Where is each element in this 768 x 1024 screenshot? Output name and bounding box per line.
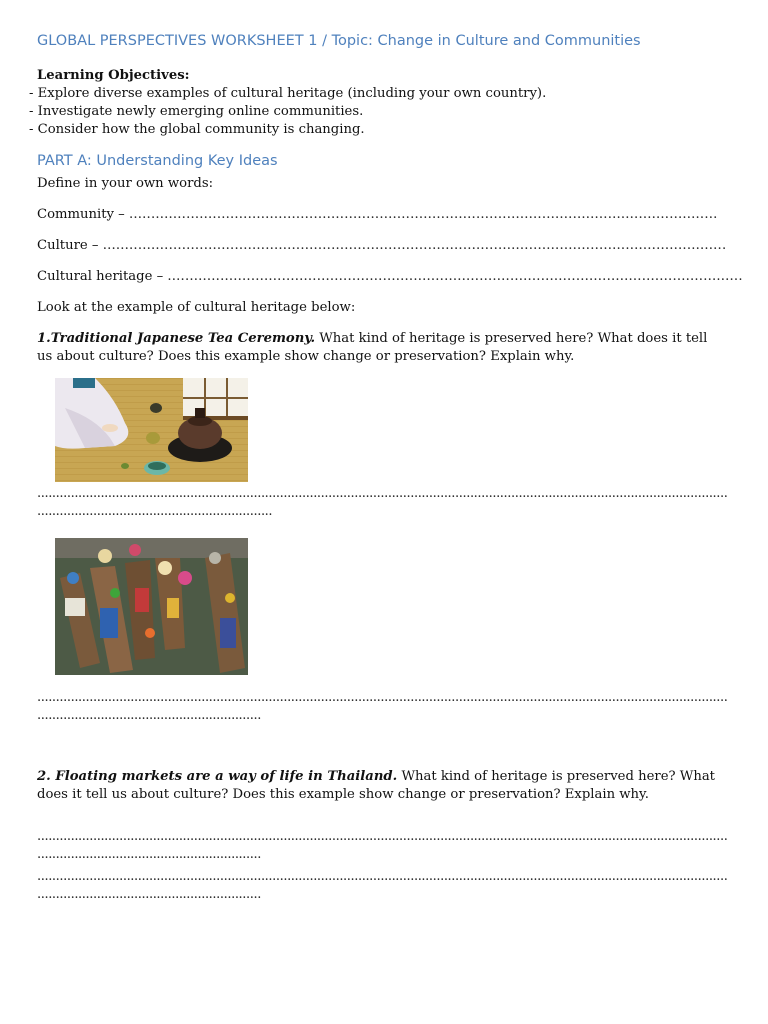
objective-item: - Consider how the global community is changing.	[29, 122, 365, 137]
objective-item: - Investigate newly emerging online communities.	[29, 104, 364, 119]
definition-cultural-heritage	[37, 268, 743, 286]
look-instruction: Look at the example of cultural heritage below:	[37, 300, 356, 315]
floating-market-photo	[55, 538, 248, 675]
answer-line[interactable]: .........................................................................................................................................................................................	[37, 869, 728, 884]
question-1-title: 1.Traditional Japanese Tea Ceremony.	[37, 331, 316, 346]
tea-ceremony-illustration	[55, 378, 248, 482]
definition-community	[37, 206, 718, 224]
definition-culture	[37, 237, 726, 255]
answer-blank[interactable]: ..............................................................................................................................................	[102, 238, 727, 253]
question-2-title: 2. Floating markets are a way of life in Thailand.	[37, 769, 398, 784]
answer-blank[interactable]: ...................................................................................................................................	[167, 269, 743, 284]
question-2	[37, 768, 717, 804]
answer-line[interactable]: ............................................................	[37, 708, 261, 723]
question-1-text: What kind of heritage is preserved here? What does it tell us about culture? Does this example show change or preservation? Explain why.	[37, 331, 708, 364]
floating-market-illustration	[55, 538, 248, 675]
definition-term: Cultural heritage –	[37, 269, 168, 284]
question-2-text: What kind of heritage is preserved here? What does it tell us about culture? Does this example show change or preservation? Explain why.	[37, 769, 715, 802]
question-1	[37, 330, 717, 366]
answer-blank[interactable]: ......................................................................................................................................	[128, 207, 718, 222]
tea-ceremony-photo	[55, 378, 248, 482]
objectives-heading: Learning Objectives:	[37, 68, 190, 83]
answer-line[interactable]: ............................................................	[37, 847, 261, 862]
answer-line[interactable]: .........................................................................................................................................................................................	[37, 486, 728, 501]
answer-line[interactable]: ...............................................................	[37, 504, 273, 519]
definition-term: Community –	[37, 207, 129, 222]
answer-line[interactable]: .........................................................................................................................................................................................	[37, 829, 728, 844]
answer-line[interactable]: ............................................................	[37, 887, 261, 902]
objective-item: - Explore diverse examples of cultural heritage (including your own country).	[29, 86, 547, 101]
answer-line[interactable]: .........................................................................................................................................................................................	[37, 690, 728, 705]
part-a-heading: PART A: Understanding Key Ideas	[37, 153, 278, 169]
worksheet-title: GLOBAL PERSPECTIVES WORKSHEET 1 / Topic: Change in Culture and Communities	[37, 33, 641, 49]
definition-term: Culture –	[37, 238, 103, 253]
define-instruction: Define in your own words:	[37, 176, 214, 191]
